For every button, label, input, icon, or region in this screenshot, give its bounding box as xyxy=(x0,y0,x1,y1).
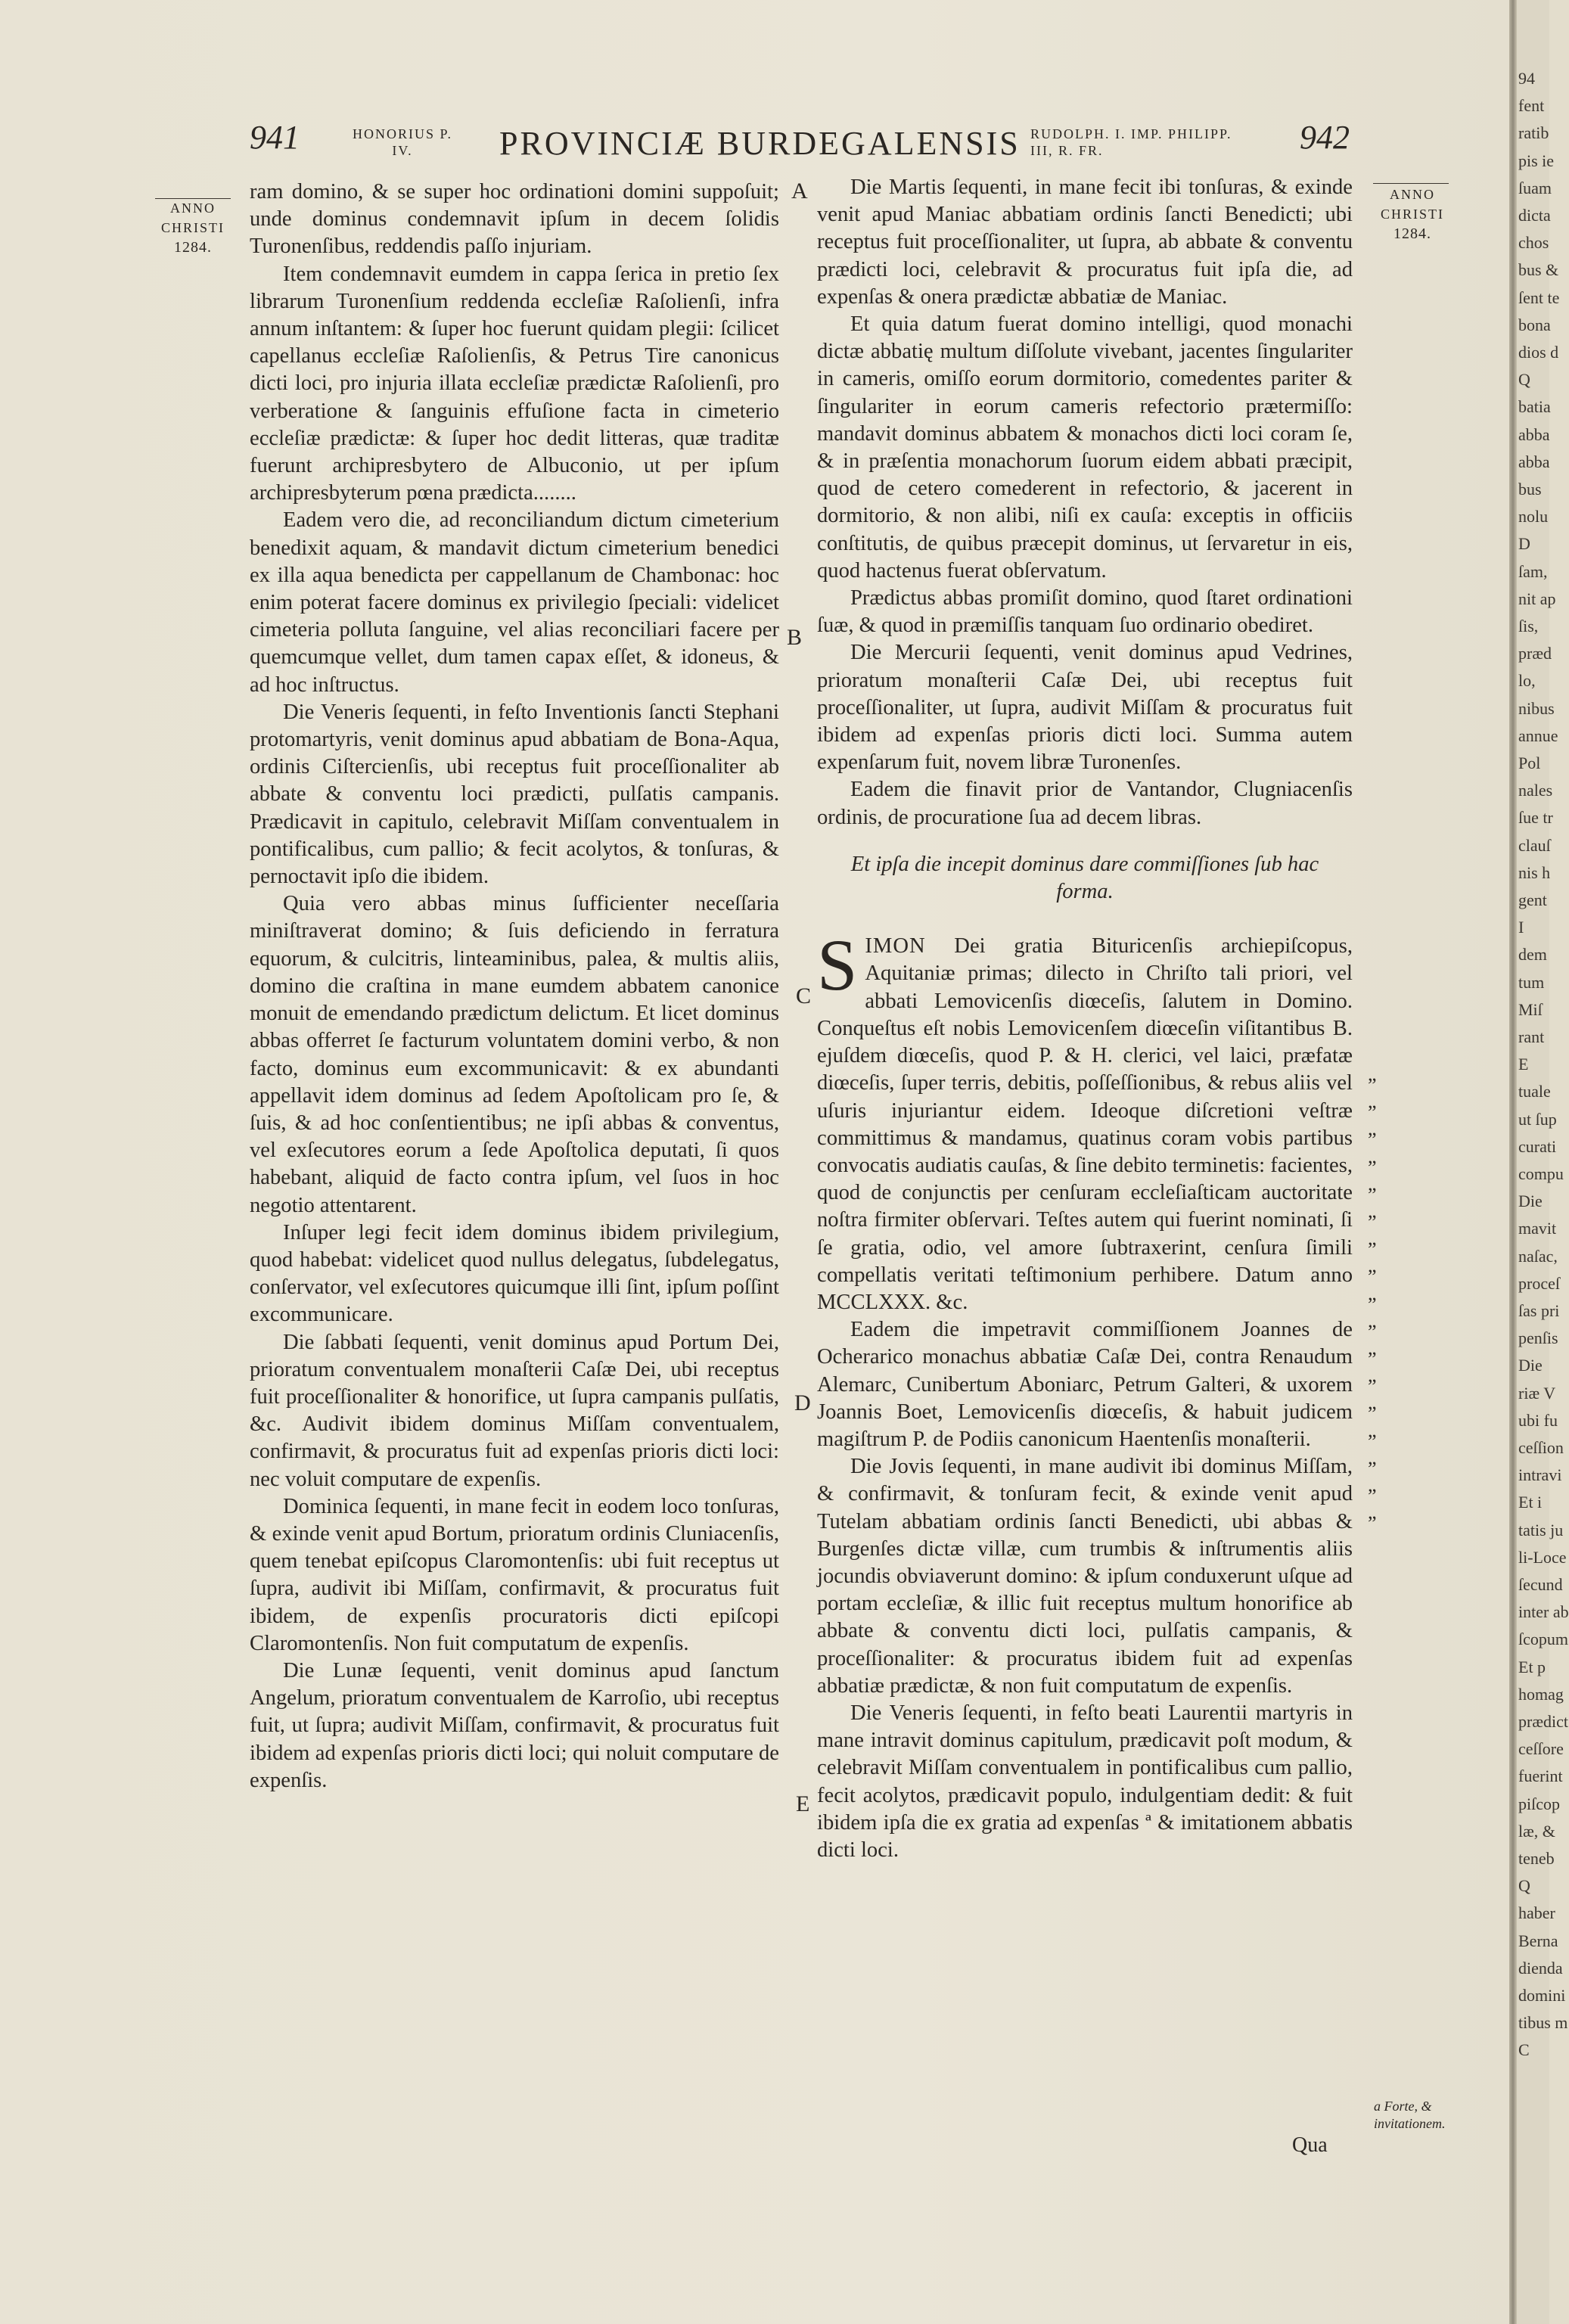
quote-mark: „ xyxy=(1368,1309,1377,1331)
section-letter-c: C xyxy=(796,983,812,1008)
next-page-fragment: pis ie xyxy=(1518,151,1555,170)
next-page-fragment: piſcop xyxy=(1518,1794,1560,1813)
next-page-fragment: I xyxy=(1518,918,1524,937)
next-page-fragment: ſue tr xyxy=(1518,808,1553,828)
paragraph: Prædictus abbas promiſit domino, quod ſtaret ordinationi ſuæ, & quod in præmiſſis tanquam ſuo ordinario obediret. xyxy=(817,586,1353,638)
next-page-fragment: teneb xyxy=(1518,1849,1555,1868)
book-gutter xyxy=(1509,0,1517,2324)
next-page-fragment: ſcopum xyxy=(1518,1630,1568,1649)
next-page-fragment: fent xyxy=(1518,96,1545,116)
next-page-fragment: naſac, xyxy=(1518,1246,1558,1266)
next-page-fragment: Miſ xyxy=(1518,999,1543,1019)
next-page-fragment: ſecund xyxy=(1518,1575,1563,1594)
next-page-fragment: ubi fu xyxy=(1518,1410,1558,1430)
next-page-fragment: bus xyxy=(1518,480,1542,499)
next-page-fragment: Q xyxy=(1518,370,1530,390)
next-page-fragment: fuerint xyxy=(1518,1766,1563,1786)
next-page-fragment: mavit xyxy=(1518,1219,1557,1238)
next-page-fragment: 94 xyxy=(1518,69,1535,88)
next-page-fragment: li-Loce xyxy=(1518,1547,1567,1567)
quote-mark: „ xyxy=(1368,1145,1377,1167)
next-page-fragment: nit ap xyxy=(1518,589,1556,608)
next-page-fragment: curati xyxy=(1518,1136,1557,1156)
next-page-fragment: batia xyxy=(1518,397,1551,417)
next-page-fragment: nis h xyxy=(1518,862,1551,882)
paragraph: ram domino, & se super hoc ordinationi domini suppoſuit; unde dominus condemnavit ipſum in decem ſolidis Turonenſibus, reddendis paſſo injuriam. xyxy=(250,180,779,259)
margin-year-right xyxy=(1371,185,1454,244)
quote-mark: „ xyxy=(1368,1172,1377,1195)
next-page-fragment: nibus xyxy=(1518,698,1555,718)
header-kings: RUDOLPH. I. IMP. PHILIPP. III, R. FR. xyxy=(1030,126,1232,158)
next-page-fragment: tuale xyxy=(1518,1082,1551,1101)
next-page-fragment: Die xyxy=(1518,1356,1543,1375)
margin-year-value: 1284. xyxy=(1393,225,1431,242)
page-title: PROVINCIÆ BURDEGALENSIS xyxy=(499,125,1021,162)
next-page-fragment: proceſ xyxy=(1518,1273,1560,1293)
quote-mark: „ xyxy=(1368,1117,1377,1140)
quote-mark: „ xyxy=(1368,1446,1377,1468)
next-page-fragment: ratib xyxy=(1518,123,1549,143)
commission-heading: Et ipſa die incepit dominus dare commiſſiones ſub hac forma. xyxy=(850,852,1319,904)
paragraph: Quia vero abbas minus ſufficienter neceſſaria miniſtraverat domino; & ſuis deficiendo in ferratura equorum, & culcitris, linteaminibus, palea, & multis aliis, domino die craſtina in mane eumdem abbatem canonice monuit de emendando prædictum delictum. Et licet dominus abbas offerret ſe facturum voluntatem domini verbo, & non facto, dominus eum excommunicavit: & ex abundanti appellavit idem dominus ad ſedem Apoſtolicam pro ſe, & ſuis, & ad hoc conſentientibus; ne ipſi abbas & conventus, vel exſecutores eorum a ſede Apoſtolica deputati, ſi quos habebant, aliquid de facto contra ipſum, vel ſuos in hoc negotio attentarent. xyxy=(250,892,779,1217)
quote-mark: „ xyxy=(1368,1254,1377,1277)
quote-mark: „ xyxy=(1368,1200,1377,1223)
footnote: a Forte, & invitationem. xyxy=(1374,2099,1446,2131)
next-page-fragment: C xyxy=(1518,2040,1530,2060)
paragraph: Die Lunæ ſequenti, venit dominus apud ſanctum Angelum, prioratum conventualem de Karroſio, ubi receptus fuit, ut ſupra; audivit Miſſam, confirmavit, & procuratus fuit ibidem ad expenſas prioris dicti loci; qui noluit computare de expenſis. xyxy=(250,1658,779,1792)
margin-year-left xyxy=(151,198,235,257)
next-page-fragment: lo, xyxy=(1518,671,1536,691)
next-page-fragment: bona xyxy=(1518,315,1551,334)
paragraph: Die Jovis ſequenti, in mane audivit ibi dominus Miſſam, & confirmavit, & tonſuram fecit, & exinde venit apud Tutelam abbatiam ordinis ſancti Benedicti, ubi abbas & Burgenſes dictæ villæ, cum trumbis & inſtrumentis aliis jocundis obviaverunt domino: & ipſum conduxerunt uſque ad portam eccleſiæ, & illic fuit receptus multum honorifice ab abbate & conventu dicti loci, pulſatis campanis, & proceſſionaliter: & procuratus ibidem fuit ad expenſas abbatiæ prædictæ, & non fuit computatum de expenſis. xyxy=(817,1455,1353,1698)
next-page-fragment: tum xyxy=(1518,972,1545,992)
quote-mark: „ xyxy=(1368,1090,1377,1113)
section-letter-a: A xyxy=(791,179,808,204)
next-page-fragment: dios d xyxy=(1518,343,1559,362)
quote-mark: „ xyxy=(1368,1474,1377,1496)
margin-anno-label: ANNO xyxy=(1390,187,1435,202)
next-page-fragment: præd xyxy=(1518,644,1552,663)
quote-mark: „ xyxy=(1368,1227,1377,1250)
next-page-fragment: abba xyxy=(1518,452,1550,471)
next-page-fragment: ut ſup xyxy=(1518,1109,1557,1129)
quote-mark: „ xyxy=(1368,1282,1377,1304)
next-page-fragment: chos xyxy=(1518,233,1549,253)
next-page-fragment: riæ V xyxy=(1518,1383,1556,1403)
next-page-fragment: ceſſion xyxy=(1518,1438,1564,1457)
commission-text: Dei gratia Bituricenſis archiepiſcopus, Aquitaniæ primas; dilecto in Chriſto tali priori, vel abbati Lemovicenſis diœceſis, ſalutem in Domino. Conqueſtus eſt nobis Lemovicenſem diœceſin viſitantibus B. ejuſdem diœceſis, quod P. & H. clerici, vel laici, præfatæ diœceſis, ſuper terris, debitis, poſſeſſionibus, & rebus aliis vel uſuris injuriantur eidem. Ideoque diſcretioni veſtræ committimus & mandamus, quatinus coram vobis partibus convocatis audiatis cauſas, & ſine debito terminetis: facientes, quod de conjunctis per cenſuram eccleſiaſticam auctoritate noſtra firmiter obſervari. Teſtes autem qui fuerint nominati, ſi ſe gratia, odio, vel amore ſubtraxerint, cenſura ſimili compellatis veritati teſtimonium perhibere. Datum anno MCCLXXX. &c. xyxy=(817,934,1353,1314)
paragraph: Die Veneris ſequenti, in feſto beati Laurentii martyris in mane intravit dominus capitulum, prædicavit poſt modum, & celebravit Miſſam conventualem in pontificalibus cum pallio, fecit acolytos, prædicavit populo, indulgentiam dedit: & fuit ibidem ipſa die ex gratia ad expenſas ª & imitationem abbatis dicti loci. xyxy=(817,1701,1353,1862)
quote-mark: „ xyxy=(1368,1364,1377,1387)
next-page-fragment: haber xyxy=(1518,1903,1555,1923)
section-letter-b: B xyxy=(787,625,803,650)
margin-year-value: 1284. xyxy=(174,239,212,256)
next-page-fragment: Berna xyxy=(1518,1931,1558,1950)
next-page-fragment: Et i xyxy=(1518,1493,1543,1512)
next-page-fragment: bus & xyxy=(1518,260,1559,280)
next-page-fragment: ſuam xyxy=(1518,178,1552,197)
text-column-right xyxy=(817,174,1353,1864)
quote-mark: „ xyxy=(1368,1501,1377,1524)
paragraph: Et quia datum fuerat domino intelligi, quod monachi dictæ abbatię multum diſſolute vivebant, jacentes ſingulariter in cameris, omiſſo eorum dormitorio, comedentes pariter & ſingulariter in eorum cameris refectorio prætermiſſo: mandavit dominus abbatem & monachos dicti loci coram ſe, & in præſentia monachorum ſuorum eidem abbati præcipit, quod de cetero comederent in refectorio, & jacerent in dormitorio, & non alibi, niſi ex cauſa: exceptis in officiis conſtitutis, de quibus præcepit dominus, ut ſervaretur in eis, quod hactenus fuerat obſervatum. xyxy=(817,312,1353,583)
paragraph: Item condemnavit eumdem in cappa ſerica in pretio ſex librarum Turonenſium reddenda eccleſiæ Raſolienſi, infra annum inſtantem: & ſuper hoc fuerunt quidam plegii: ſcilicet capellanus eccleſiæ Raſolienſis, & Petrus Tire canonicus dicti loci, pro injuria illata eccleſiæ prædictæ Raſolienſi, pro verberatione & ſanguinis effuſione facta in cimeterio eccleſiæ prædictæ: & ſuper hoc dedit litteras, quæ traditæ fuerunt archipresbytero de Albuconio, ut per ipſum archipresbyterum pœna prædicta........ xyxy=(250,262,779,505)
paragraph: Eadem vero die, ad reconciliandum dictum cimeterium benedixit aquam, & mandavit dictum cimeterium benedici ex illa aqua benedicta per cappellanum de Chambonac: hoc enim poterat facere dominus ex privilegio ſpeciali: videlicet cimeteria polluta ſanguine, vel alias reconciliari facere per quemcumque vellet, dum tamen capax eſſet, & idoneus, & ad hoc inſtructus. xyxy=(250,508,779,697)
next-page-fragment: tatis ju xyxy=(1518,1520,1564,1539)
next-page-fragment: Et p xyxy=(1518,1657,1546,1676)
next-page-fragment: inter ab xyxy=(1518,1602,1569,1622)
commission-letter xyxy=(817,924,1353,1316)
quote-mark: „ xyxy=(1368,1391,1377,1414)
paragraph: Eadem die finavit prior de Vantandor, Clugniacenſis ordinis, de procuratione ſua ad decem libras. xyxy=(817,778,1353,829)
next-page-fragment: penſis xyxy=(1518,1328,1558,1348)
margin-christi-label: CHRISTI xyxy=(160,220,225,235)
next-page-fragment: compu xyxy=(1518,1164,1564,1183)
paragraph: Die Veneris ſequenti, in feſto Inventionis ſancti Stephani protomartyris, venit dominus apud abbatiam de Bona-Aqua, ordinis Ciſtercienſis, ubi receptus fuit proceſſionaliter ab abbate & conventu loci prædicti, pulſatis campanis. Prædicavit in capitulo, celebravit Miſſam conventualem in pontificalibus, cum pallio; & fecit acolytos, & tonſuras, & pernoctavit ipſo die ibidem. xyxy=(250,700,779,889)
next-page-fragment: dem xyxy=(1518,945,1547,965)
running-header xyxy=(0,113,1509,174)
next-page-fragment: tibus m xyxy=(1518,2013,1568,2033)
next-page-fragment: E xyxy=(1518,1055,1529,1074)
next-page-fragment: ſent te xyxy=(1518,287,1560,307)
next-page-fragment: clauſ xyxy=(1518,835,1551,855)
header-pope: HONORIUS P. IV. xyxy=(352,126,453,158)
page-number-right: 942 xyxy=(1300,119,1350,156)
next-page-fragment: ſam, xyxy=(1518,561,1548,581)
paragraph: Eadem die impetravit commiſſionem Joannes de Ocherarico monachus abbatiæ Caſæ Dei, contra Renaudum Alemarc, Cunibertum Aboniarc, Petrum Galteri, & uxorem Joannis Boet, Lemovicenſis diœceſis, & habuit judicem magiſtrum P. de Podiis canonicum Haentenſis monaſterii. xyxy=(817,1318,1353,1451)
next-page-fragment: rant xyxy=(1518,1027,1545,1046)
section-letter-d: D xyxy=(794,1390,811,1415)
next-page-fragment: ſas pri xyxy=(1518,1301,1560,1320)
paragraph: Die ſabbati ſequenti, venit dominus apud Portum Dei, prioratum conventualem monaſterii Caſæ Dei, ubi receptus fuit proceſſionaliter & honorifice, ut ſupra campanis pulſatis, &c. Audivit ibidem dominus Miſſam conventualem, confirmavit, & procuratus fuit ad expenſas prioris dicti loci: nec voluit computare de expenſis. xyxy=(250,1330,779,1491)
next-page-fragment: dicta xyxy=(1518,206,1551,225)
margin-rule-right xyxy=(1373,183,1449,184)
margin-christi-label: CHRISTI xyxy=(1380,207,1444,222)
drop-cap-word: IMON xyxy=(865,934,926,958)
next-page-edge xyxy=(1517,0,1569,2324)
paragraph: Die Martis ſequenti, in mane fecit ibi tonſuras, & exinde venit apud Maniac abbatiam ordinis ſancti Benedicti; ubi receptus fuit proceſſionaliter, ut ſupra, ab abbate & conventu prædicti loci, celebravit & procuratus fuit ipſa die, ad expenſas & onera prædictæ abbatiæ de Maniac. xyxy=(817,176,1353,309)
quote-mark: „ xyxy=(1368,1063,1377,1085)
paragraph: Inſuper legi fecit idem dominus ibidem privilegium, quod habebat: videlicet quod nullus delegatus, ſubdelegatus, conſervator, vel exſecutores quicumque illi ſint, ipſum poſſint excommunicare. xyxy=(250,1220,779,1327)
text-column-left xyxy=(250,179,779,1794)
quote-mark: „ xyxy=(1368,1418,1377,1441)
next-page-fragment: domini xyxy=(1518,1986,1566,2005)
next-page-fragment: gent xyxy=(1518,890,1547,909)
section-letter-e: E xyxy=(796,1791,810,1816)
next-page-fragment: annue xyxy=(1518,725,1558,745)
next-page-fragment: Q xyxy=(1518,1876,1530,1896)
catchword: Qua xyxy=(1292,2133,1328,2157)
next-page-fragment: nales xyxy=(1518,781,1553,800)
paragraph: Dominica ſequenti, in mane fecit in eodem loco tonſuras, & exinde venit apud Bortum, prioratum ordinis Cluniacenſis, quem tenebat epiſcopus Claromontenſis: ubi fuit receptus ut ſupra, audivit ibi Miſſam, confirmavit, & procuratus fuit ibidem, de expenſis procuratoris dicti epiſcopi Claromontenſis. Non fuit computatum de expenſis. xyxy=(250,1494,779,1655)
quote-mark: „ xyxy=(1368,1337,1377,1359)
next-page-fragment: ſis, xyxy=(1518,617,1539,635)
next-page-fragment: dienda xyxy=(1518,1958,1563,1978)
drop-cap: S xyxy=(817,924,858,1006)
margin-anno-label: ANNO xyxy=(170,200,216,216)
next-page-fragment: abba xyxy=(1518,424,1550,444)
next-page-fragment: nolu xyxy=(1518,507,1549,527)
next-page-fragment: prædict xyxy=(1518,1712,1568,1731)
next-page-fragment: Die xyxy=(1518,1192,1543,1211)
next-page-fragment: Pol xyxy=(1518,753,1541,772)
next-page-fragment: læ, & xyxy=(1518,1821,1555,1841)
next-page-fragment: D xyxy=(1518,534,1530,554)
next-page-fragment: homag xyxy=(1518,1684,1564,1704)
next-page-fragment: ceſſore xyxy=(1518,1739,1564,1759)
page-number-left: 941 xyxy=(250,119,300,156)
quotation-marks xyxy=(1368,1061,1390,1526)
next-page-fragment: intravi xyxy=(1518,1465,1562,1485)
paragraph: Die Mercurii ſequenti, venit dominus apud Vedrines, prioratum monaſterii Caſæ Dei, ubi receptus fuit proceſſionaliter, ut ſupra, audivit Miſſam & procuratus fuit ibidem ad expenſas prioris dicti loci. Summa autem expenſarum fuit, novem libræ Turonenſes. xyxy=(817,641,1353,775)
